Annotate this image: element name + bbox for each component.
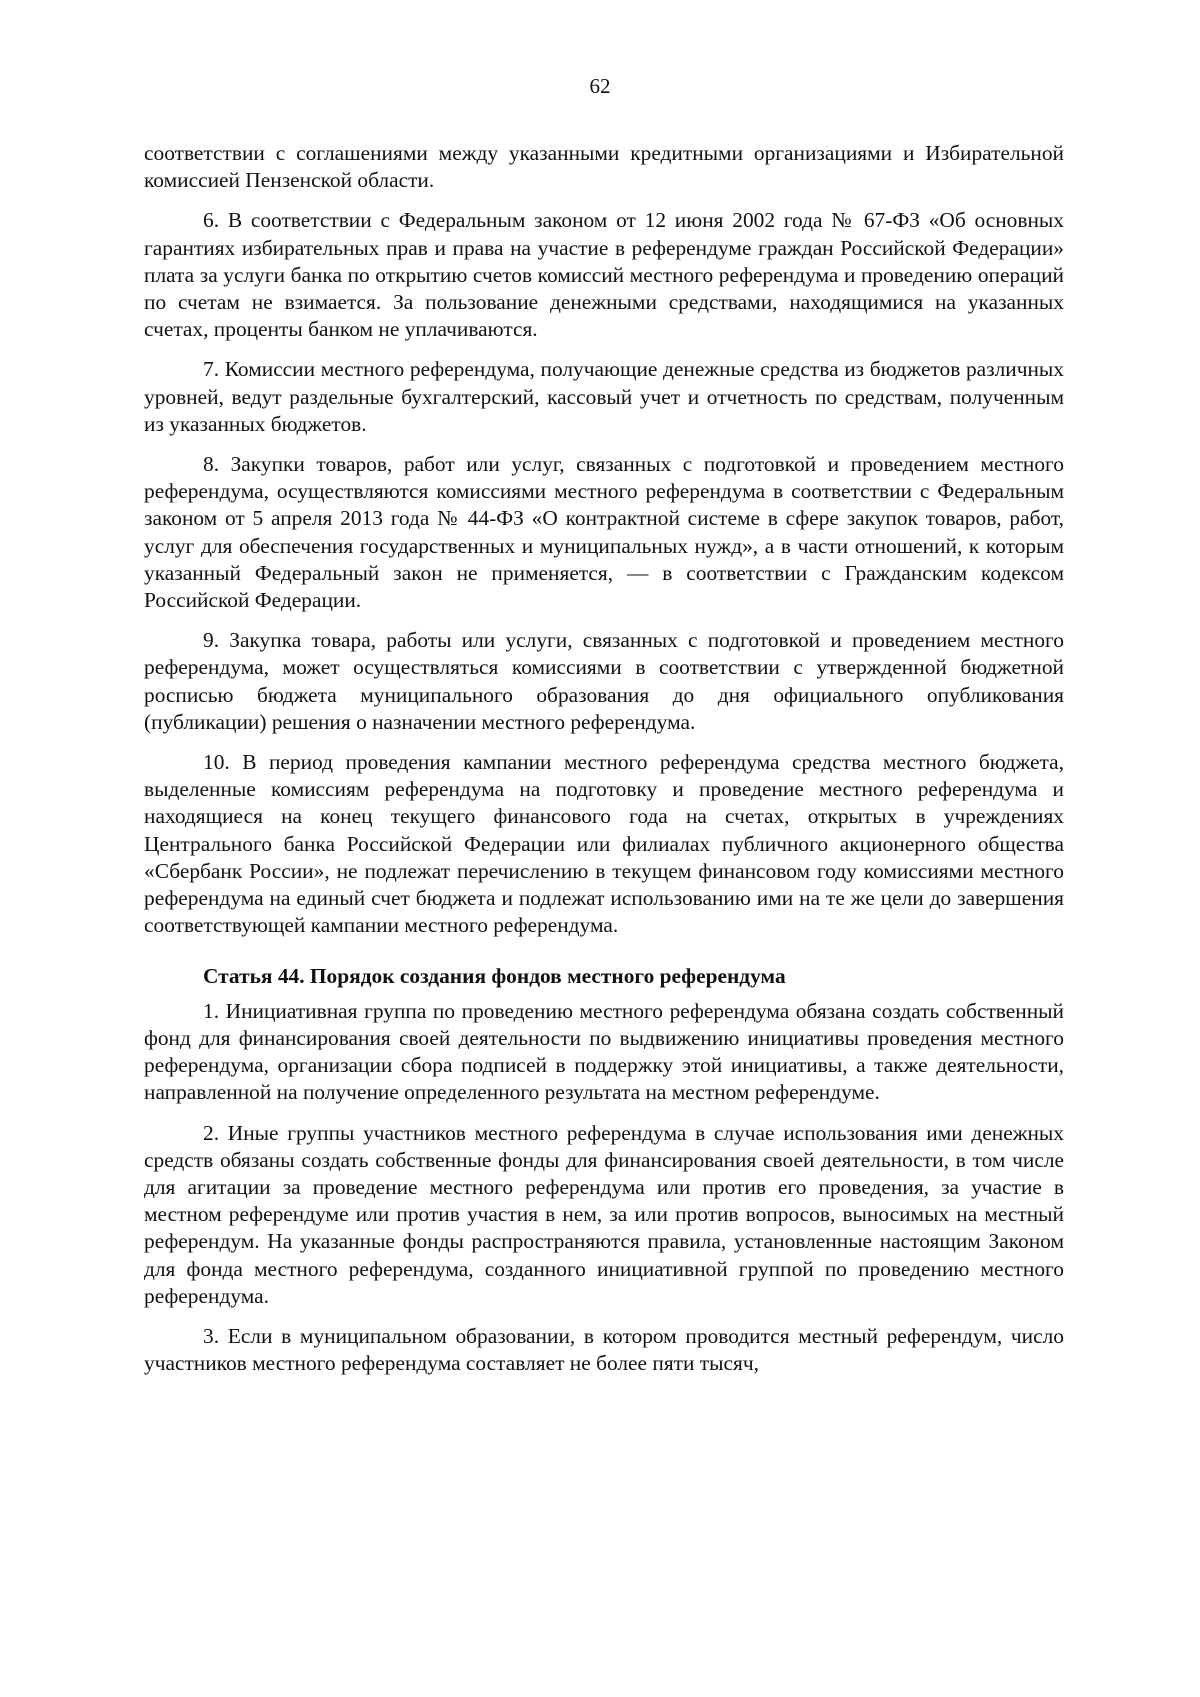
paragraph-text: Если в муниципальном образовании, в котором проводится местный референдум, число участников местного референдума составляет не более пяти тысяч, [144,1323,1064,1376]
paragraph-number: 6. [203,208,220,233]
paragraph-text: Комиссии местного референдума, получающие денежные средства из бюджетов различных уровней, ведут раздельные бухгалтерский, кассовый учет и отчетность по средствам, полученным из указанных бюджетов. [144,357,1064,436]
page-number: 62 [589,74,611,98]
article-44-paragraph-3 [144,1323,1064,1377]
paragraph-text: Закупка товара, работы или услуги, связанных с подготовкой и проведением местного референдума, может осуществляться комиссиями в соответствии с утвержденной бюджетной росписью бюджета муниципального образования до дня официального опубликования (публикации) решения о назначении местного референдума. [144,628,1064,734]
paragraph-8 [144,451,1064,614]
paragraph-continuation [144,140,1064,194]
paragraph-number: 1. [203,998,220,1023]
paragraph-text: Иные группы участников местного референдума в случае использования ими денежных средств обязаны создать собственные фонды для финансирования своей деятельности, в том числе для агитации за проведение местного референдума или против его проведения, за участие в местном референдуме или против участия в нем, за или против вопросов, выносимых на местный референдум. На указанные фонды распространяются правила, установленные настоящим Законом для фонда местного референдума, созданного инициативной группой по проведению местного референдума. [144,1120,1064,1308]
paragraph-number: 3. [203,1323,220,1348]
paragraph-text: Закупки товаров, работ или услуг, связанных с подготовкой и проведением местного референдума, осуществляются комиссиями местного референдума в соответствии с Федеральным законом от 5 апреля 2013 года № 44-ФЗ «О контрактной системе в сфере закупок товаров, работ, услуг для обеспечения государственных и муниципальных нужд», а в части отношений, к которым указанный Федеральный закон не применяется, — в соответствии с Гражданским кодексом Российской Федерации. [144,452,1064,613]
paragraph-text: В соответствии с Федеральным законом от 12 июня 2002 года № 67-ФЗ «Об основных гарантиях избирательных прав и права на участие в референдуме граждан Российской Федерации» плата за услуги банка по открытию счетов комиссий местного референдума и проведению операций по счетам не взимается. За пользование денежными средствами, находящимися на указанных счетах, проценты банком не уплачиваются. [144,208,1064,342]
article-44-paragraph-1 [144,998,1064,1107]
document-body [144,140,1064,1390]
paragraph-6 [144,207,1064,343]
paragraph-10 [144,749,1064,939]
paragraph-text: В период проведения кампании местного референдума средства местного бюджета, выделенные комиссиям референдума на подготовку и проведение местного референдума и находящиеся на конец текущего финансового года на счетах, открытых в учреждениях Центрального банка Российской Федерации или филиалах публичного акционерного общества «Сбербанк России», не подлежат перечислению в текущем финансовом году комиссиями местного референдума на единый счет бюджета и подлежат использованию ими на те же цели до завершения соответствующей кампании местного референдума. [144,750,1064,938]
article-44-paragraph-2 [144,1120,1064,1310]
paragraph-number: 10. [203,750,230,775]
article-heading: Статья 44. Порядок создания фондов местного референдума [203,964,786,989]
paragraph-number: 2. [203,1120,220,1145]
paragraph-text: соответствии с соглашениями между указанными кредитными организациями и Избирательной комиссией Пензенской области. [144,141,1064,193]
paragraph-text: Инициативная группа по проведению местного референдума обязана создать собственный фонд для финансирования своей деятельности по выдвижению инициативы проведения местного референдума, организации сбора подписей в поддержку этой инициативы, а также деятельности, направленной на получение определенного результата на местном референдуме. [144,998,1064,1105]
paragraph-number: 8. [203,452,220,477]
paragraph-9 [144,627,1064,736]
paragraph-number: 9. [203,628,220,653]
paragraph-number: 7. [203,357,220,382]
paragraph-7 [144,356,1064,438]
